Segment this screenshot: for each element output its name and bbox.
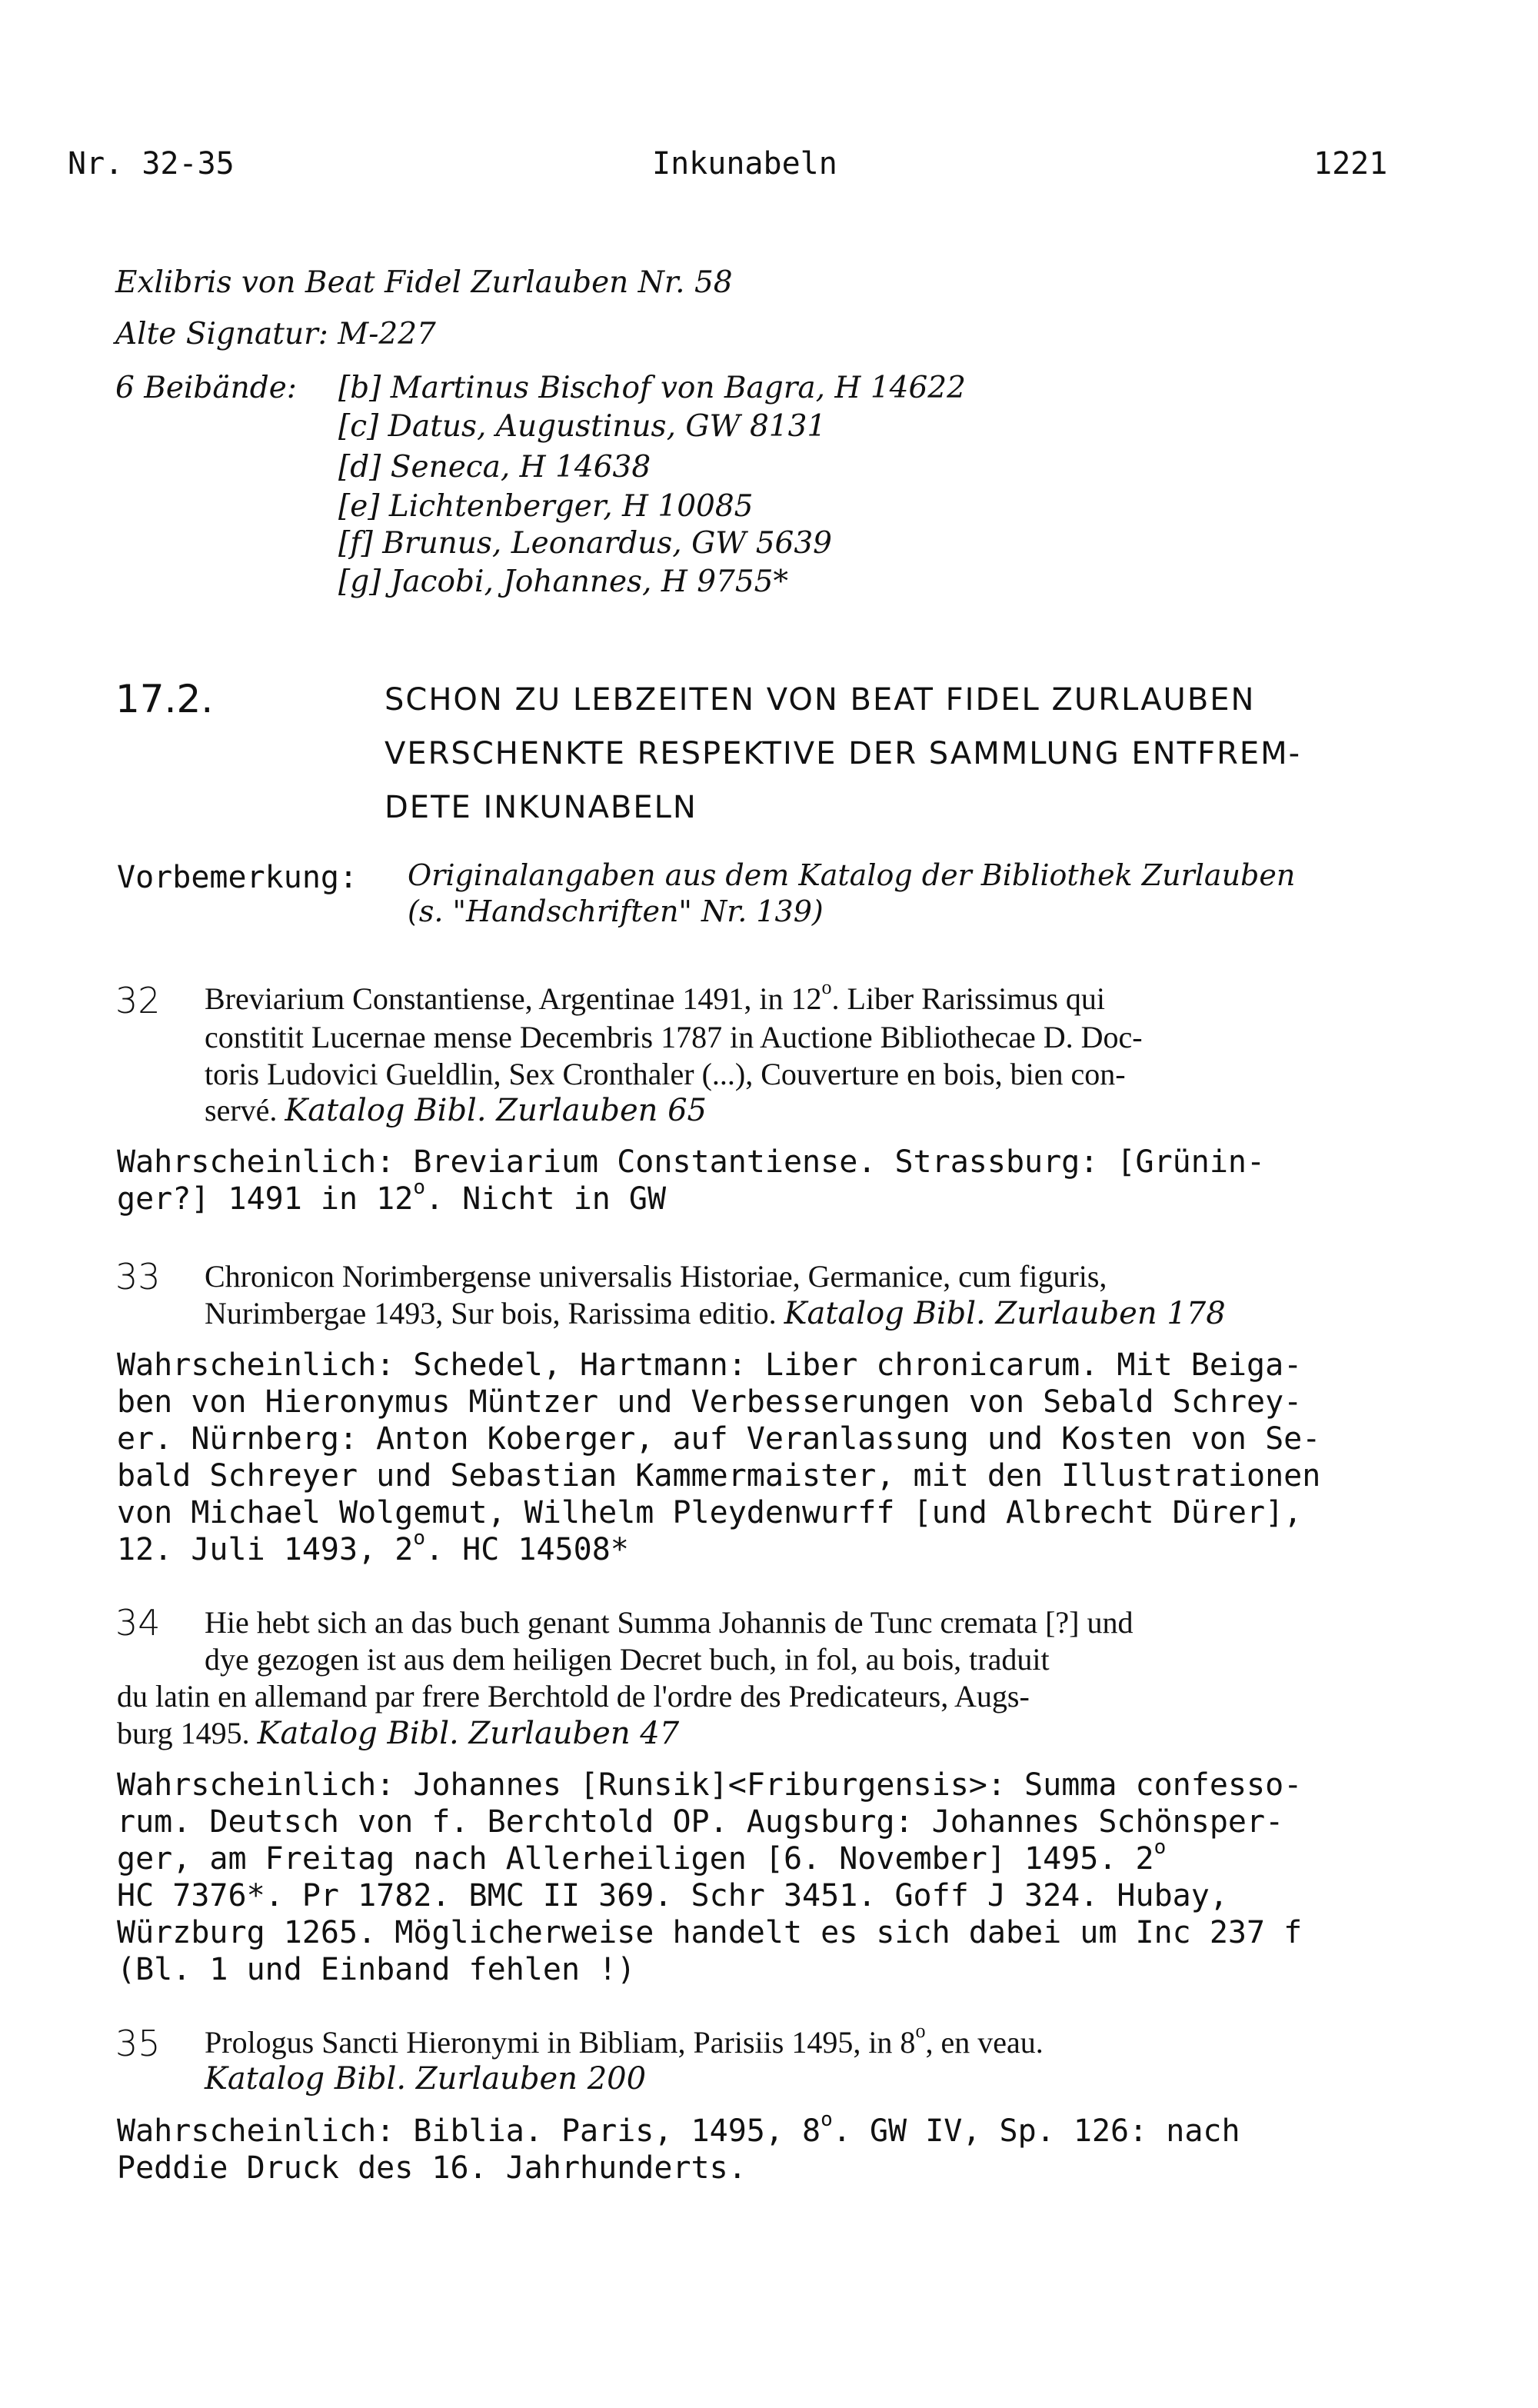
entry-note-line: von Michael Wolgemut, Wilhelm Pleydenwurff [und Albrecht Dürer], [117,1495,1303,1530]
catalog-reference: Katalog Bibl. Zurlauben 65 [285,1093,707,1128]
exlibris-line: Exlibris von Beat Fidel Zurlauben Nr. 58 [115,265,733,300]
entry-note-line: ger?] 1491 in 12$^o$. Nicht in GW [117,1176,667,1217]
entry-note-line: bald Schreyer und Sebastian Kammermaister, mit den Illustrationen [117,1458,1321,1494]
signatur-line: Alte Signatur: M-227 [115,317,436,351]
entry-note-line: 12. Juli 1493, 2$^o$. HC 14508* [117,1527,629,1567]
entry-note-line: Peddie Druck des 16. Jahrhunderts. [117,2150,747,2186]
superscript: o [821,2108,833,2131]
section-title-line: DETE INKUNABELN [384,790,697,825]
superscript: o [821,976,832,998]
entry-original-line: Chronicon Norimbergense universalis Historiae, Germanice, cum figuris, [205,1259,1107,1294]
vorbemerkung-label: Vorbemerkung: [117,860,358,895]
entry-original-line: Hie hebt sich an das buch genant Summa Johannis de Tunc cremata [?] und [205,1605,1134,1640]
entry-note-line: ger, am Freitag nach Allerheiligen [6. November] 1495. 2$^o$ [117,1836,1167,1877]
entry-original-line: Prologus Sancti Hieronymi in Bibliam, Parisiis 1495, in 8$^o$, en veau. [205,2020,1044,2060]
running-header-left: Nr. 32-35 [68,146,235,182]
entry-number: 35 [115,2023,161,2064]
beibaende-item: [e] Lichtenberger, H 10085 [338,489,754,524]
entry-original-line: servé. Katalog Bibl. Zurlauben 65 [205,1093,707,1128]
beibaende-item: [b] Martinus Bischof von Bagra, H 14622 [338,371,966,405]
catalog-reference: Katalog Bibl. Zurlauben 200 [205,2061,647,2097]
catalog-reference: Katalog Bibl. Zurlauben 178 [784,1296,1226,1331]
entry-original-line: Nurimbergae 1493, Sur bois, Rarissima editio. Katalog Bibl. Zurlauben 178 [205,1296,1226,1331]
entry-number: 32 [115,980,161,1021]
entry-note-line: Wahrscheinlich: Biblia. Paris, 1495, 8$^o$. GW IV, Sp. 126: nach [117,2108,1240,2149]
beibaende-item: [c] Datus, Augustinus, GW 8131 [338,409,827,444]
beibaende-item: [g] Jacobi, Johannes, H 9755* [338,565,788,599]
beibaende-item: [f] Brunus, Leonardus, GW 5639 [338,526,832,561]
entry-original-line: Breviarium Constantiense, Argentinae 1491, in 12$^o$. Liber Rarissimus qui [205,976,1105,1016]
catalog-reference: Katalog Bibl. Zurlauben 47 [257,1716,680,1751]
angle-bracket-close: > [968,1767,987,1803]
entry-original-line: burg 1495. Katalog Bibl. Zurlauben 47 [117,1716,680,1751]
entry-number: 33 [115,1256,161,1297]
beibaende-item: [d] Seneca, H 14638 [338,450,651,485]
superscript: o [413,1527,425,1550]
entry-original-line: toris Ludovici Gueldlin, Sex Cronthaler (...), Couverture en bois, bien con- [205,1057,1126,1091]
vorbemerkung-text: (s. "Handschriften" Nr. 139) [408,894,824,928]
entry-original-line: du latin en allemand par frere Berchtold de l'ordre des Predicateurs, Augs- [117,1679,1030,1714]
entry-note-line: Wahrscheinlich: Schedel, Hartmann: Liber chronicarum. Mit Beiga- [117,1347,1303,1383]
entry-original-line: dye gezogen ist aus dem heiligen Decret buch, in fol, au bois, traduit [205,1642,1050,1677]
superscript: o [413,1176,425,1199]
entry-note-line: HC 7376*. Pr 1782. BMC II 369. Schr 3451. Goff J 324. Hubay, [117,1878,1228,1913]
entry-original-line: constitit Lucernae mense Decembris 1787 in Auctione Bibliothecae D. Doc- [205,1020,1143,1054]
running-header-title: Inkunabeln [652,146,837,182]
entry-note-line: Würzburg 1265. Möglicherweise handelt es sich dabei um Inc 237 f [117,1915,1303,1950]
entry-note-line: er. Nürnberg: Anton Koberger, auf Veranlassung und Kosten von Se- [117,1421,1321,1457]
entry-note-line: ben von Hieronymus Müntzer und Verbesserungen von Sebald Schrey- [117,1384,1303,1420]
entry-note-line: (Bl. 1 und Einband fehlen !) [117,1952,636,1987]
entry-note-line: rum. Deutsch von f. Berchtold OP. Augsburg: Johannes Schönsper- [117,1804,1284,1840]
beibaende-label: 6 Beibände: [115,371,297,405]
section-title-line: SCHON ZU LEBZEITEN VON BEAT FIDEL ZURLAUBEN [384,682,1256,718]
section-number: 17.2. [115,677,214,721]
entry-number: 34 [115,1602,161,1644]
page-number: 1221 [1313,146,1388,182]
superscript: o [1154,1836,1167,1859]
section-title-line: VERSCHENKTE RESPEKTIVE DER SAMMLUNG ENTFREM- [384,736,1302,771]
entry-note-line: Wahrscheinlich: Johannes [Runsik]<Friburgensis>: Summa confesso- [117,1767,1303,1803]
entry-note-line: Wahrscheinlich: Breviarium Constantiense. Strassburg: [Grünin- [117,1144,1266,1180]
vorbemerkung-text: Originalangaben aus dem Katalog der Bibliothek Zurlauben [408,858,1296,892]
superscript: o [915,2020,926,2042]
angle-bracket-open: < [727,1767,747,1803]
